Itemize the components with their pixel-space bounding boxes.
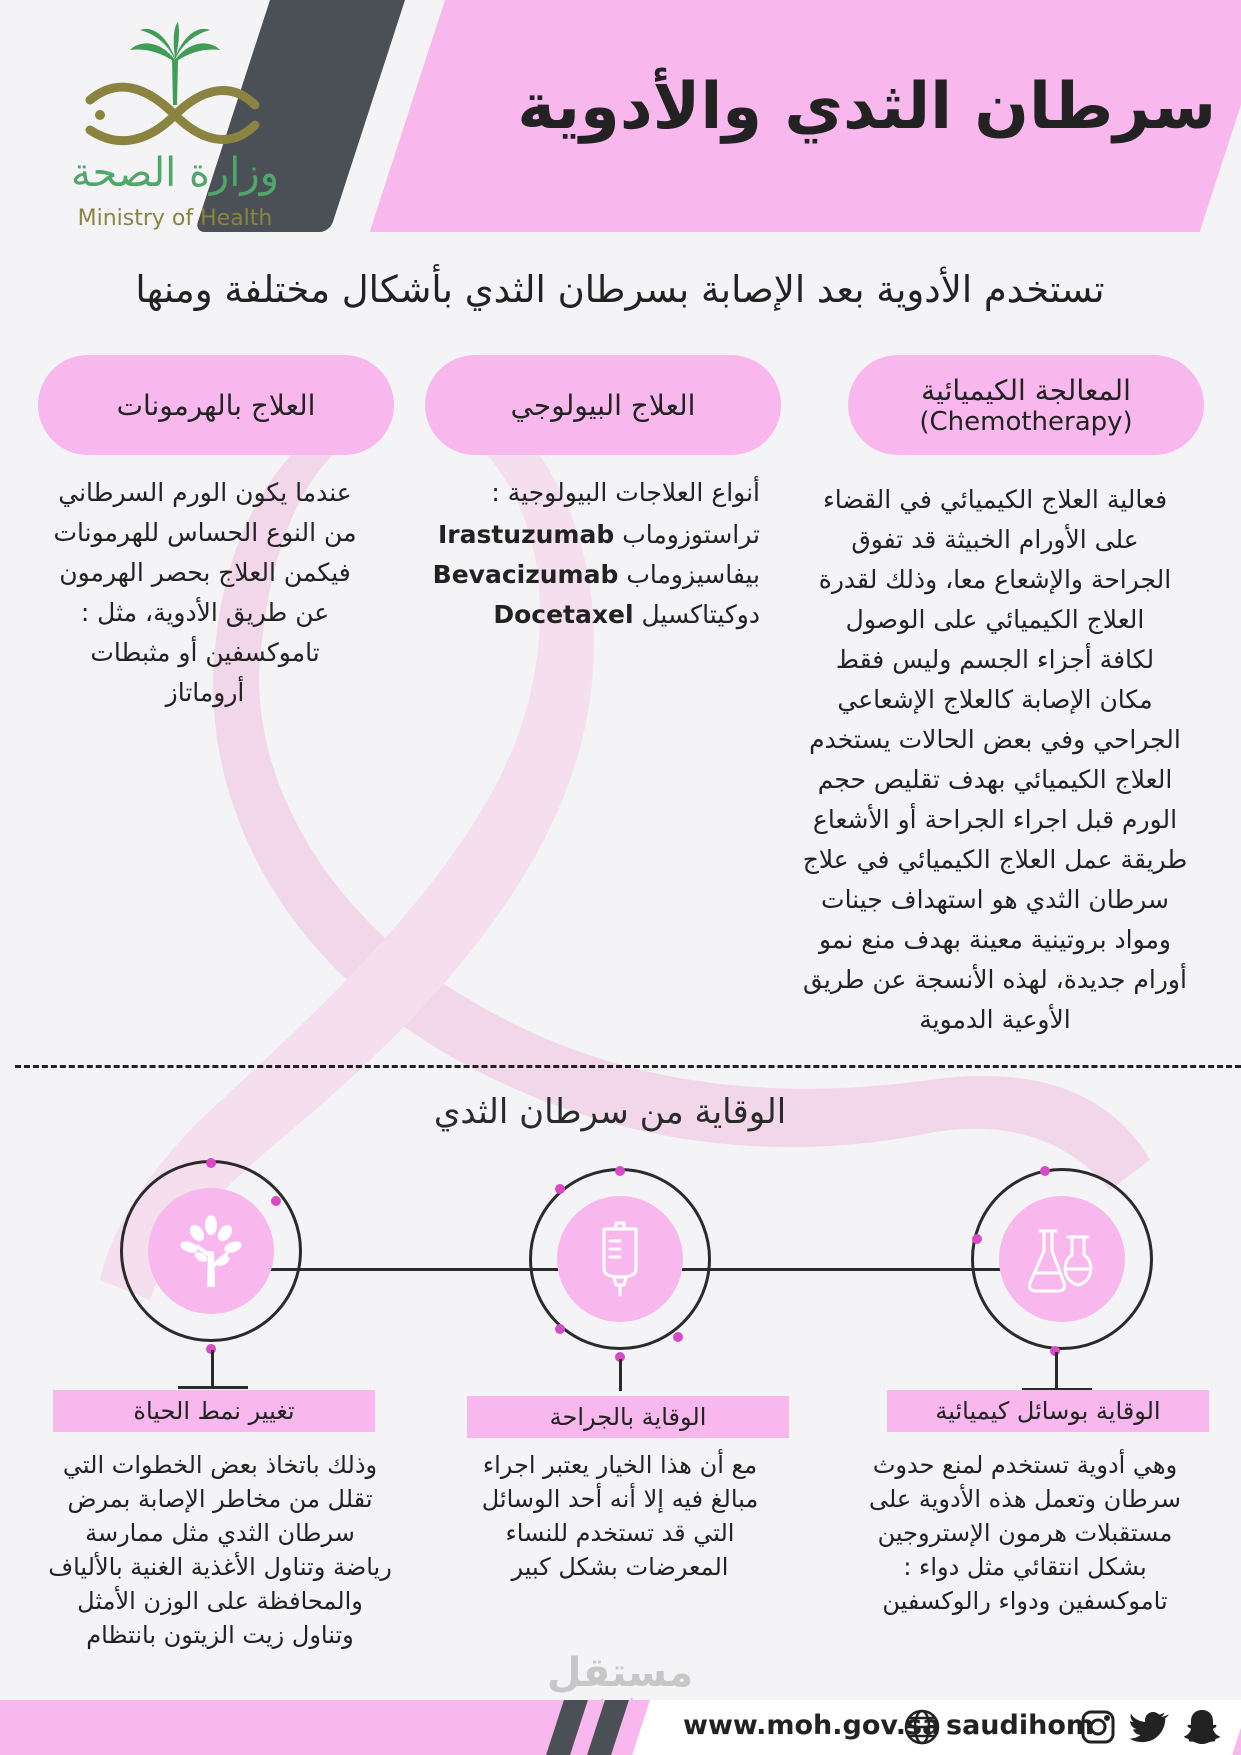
text-line: أورام جديدة، لهذه الأنسجة عن طريق <box>803 965 1187 994</box>
text-line: تاموكسفين ودواء رالوكسفين <box>882 1587 1168 1615</box>
website-link[interactable]: www.moh.gov.sa <box>683 1710 941 1741</box>
prevention-surgical-circle <box>535 1174 705 1344</box>
intro-text: تستخدم الأدوية بعد الإصابة بسرطان الثدي بأشكال مختلفة ومنها <box>135 268 1105 311</box>
section-divider <box>15 1065 1241 1068</box>
text-line: مبالغ فيه إلا أنه أحد الوسائل <box>481 1485 759 1513</box>
text-line: بشكل انتقائي مثل دواء : <box>903 1553 1147 1581</box>
bio-title: العلاج البيولوجي <box>510 388 696 422</box>
logo-name-ar: وزارة الصحة <box>71 150 279 196</box>
surgical-description <box>430 1448 810 1584</box>
chemo-title-en: (Chemotherapy) <box>919 406 1133 437</box>
lifestyle-description <box>10 1448 430 1652</box>
accent-dot <box>555 1324 565 1334</box>
text-line: فيكمن العلاج بحصر الهرمون <box>59 558 351 587</box>
text-line: عن طريق الأدوية، مثل : <box>80 598 330 627</box>
chemo-title: المعالجة الكيميائية <box>921 373 1131 407</box>
label-lifestyle: تغيير نمط الحياة <box>53 1390 375 1432</box>
drug-en: Irastuzumab <box>437 520 615 549</box>
text-line: مكان الإصابة كالعلاج الإشعاعي <box>837 685 1153 714</box>
drug-en: Bevacizumab <box>432 560 619 589</box>
tree-icon <box>171 1211 251 1291</box>
text-line: وذلك باتخاذ بعض الخطوات التي <box>62 1451 378 1479</box>
text-line: أروماتاز <box>165 678 245 707</box>
social-handle[interactable]: saudihom <box>946 1710 1094 1741</box>
page-title: سرطان الثدي والأدوية <box>517 70 1216 144</box>
accent-dot <box>615 1166 625 1176</box>
hormone-description <box>15 473 395 713</box>
text-line: الورم قبل اجراء الجراحة أو الأشعاع <box>812 805 1178 834</box>
text-line: العلاج الكيميائي بهدف تقليص حجم <box>817 765 1173 794</box>
circle-stem <box>1055 1352 1058 1390</box>
prevention-title: الوقاية من سرطان الثدي <box>433 1092 787 1132</box>
text-line: وهي أدوية تستخدم لمنع حدوث <box>872 1451 1178 1479</box>
drug-ar: تراستوزوماب <box>622 520 760 549</box>
drug-row <box>410 595 760 635</box>
text-line: فعالية العلاج الكيميائي في القضاء <box>822 485 1168 514</box>
label-surgical: الوقاية بالجراحة <box>467 1396 789 1438</box>
text-line: من النوع الحساس للهرمونات <box>53 518 357 547</box>
logo-name-en: Ministry of Health <box>77 206 273 231</box>
prevention-lifestyle-circle <box>126 1166 296 1336</box>
text-line: على الأورام الخبيثة قد تفوق <box>851 525 1139 554</box>
label-chemical: الوقاية بوسائل كيميائية <box>887 1390 1209 1432</box>
bio-description <box>410 473 760 635</box>
text-line: سرطان الثدي هو استهداف جينات <box>821 885 1169 914</box>
accent-dot <box>271 1196 281 1206</box>
text-line: وتناول زيت الزيتون بانتظام <box>86 1621 354 1649</box>
drug-ar: دوكيتاكسيل <box>641 600 760 629</box>
text-line: العلاج الكيميائي على الوصول <box>845 605 1145 634</box>
accent-dot <box>972 1234 982 1244</box>
circle-disc <box>148 1188 274 1314</box>
watermark-ar: مستقل <box>546 1650 694 1696</box>
text-line: تاموكسفين أو مثبطات <box>90 638 320 667</box>
text-line: رياضة وتناول الأغذية الغنية بالألياف <box>48 1553 392 1581</box>
text-line: ومواد بروتينية معينة بهدف منع نمو <box>818 925 1172 954</box>
flask-icon <box>1022 1219 1102 1299</box>
drug-en: Docetaxel <box>493 600 634 629</box>
circle-stem <box>619 1359 622 1391</box>
text-line: لكافة أجزاء الجسم وليس فقط <box>835 645 1155 674</box>
accent-dot <box>206 1158 216 1168</box>
pill-hormonal <box>38 355 394 455</box>
text-line: مع أن هذا الخيار يعتبر اجراء <box>482 1451 758 1479</box>
text-line: مستقبلات هرمون الإستروجين <box>877 1519 1173 1547</box>
text-line: عندما يكون الورم السرطاني <box>58 478 352 507</box>
text-line: طريقة عمل العلاج الكيميائي في علاج <box>802 845 1188 874</box>
circle-disc <box>999 1196 1125 1322</box>
drug-row <box>410 555 760 595</box>
twitter-icon[interactable] <box>1130 1707 1170 1747</box>
bio-intro: أنواع العلاجات البيولوجية : <box>491 478 760 507</box>
snapchat-icon[interactable] <box>1182 1707 1222 1747</box>
text-line: الأوعية الدموية <box>919 1005 1071 1034</box>
drug-ar: بيفاسيزوماب <box>626 560 760 589</box>
text-line: والمحافظة على الوزن الأمثل <box>77 1587 363 1615</box>
circle-disc <box>557 1196 683 1322</box>
drug-row <box>410 515 760 555</box>
text-line: المعرضات بشكل كبير <box>511 1553 729 1581</box>
circle-stem <box>211 1350 214 1388</box>
chemical-description <box>815 1448 1235 1618</box>
hormone-title: العلاج بالهرمونات <box>116 388 316 422</box>
accent-dot <box>673 1332 683 1342</box>
chemo-description <box>760 480 1230 1040</box>
pill-biological <box>425 355 781 455</box>
circle-stem-base <box>178 1386 248 1389</box>
text-line: التي قد تستخدم للنساء <box>505 1519 735 1547</box>
text-line: الجراحي وفي بعض الحالات يستخدم <box>809 725 1181 754</box>
text-line: تقلل من مخاطر الإصابة بمرض <box>67 1485 373 1513</box>
globe-icon <box>902 1707 942 1747</box>
accent-dot <box>555 1184 565 1194</box>
text-line: سرطان الثدي مثل ممارسة <box>85 1519 355 1547</box>
iv-bag-icon <box>580 1219 660 1299</box>
pill-chemotherapy <box>848 355 1204 455</box>
text-line: سرطان وتعمل هذه الأدوية على <box>868 1485 1182 1513</box>
text-line: الجراحة والإشعاع معا، وذلك لقدرة <box>818 565 1172 594</box>
instagram-icon[interactable] <box>1078 1707 1118 1747</box>
accent-dot <box>1040 1166 1050 1176</box>
prevention-chemical-circle <box>977 1174 1147 1344</box>
